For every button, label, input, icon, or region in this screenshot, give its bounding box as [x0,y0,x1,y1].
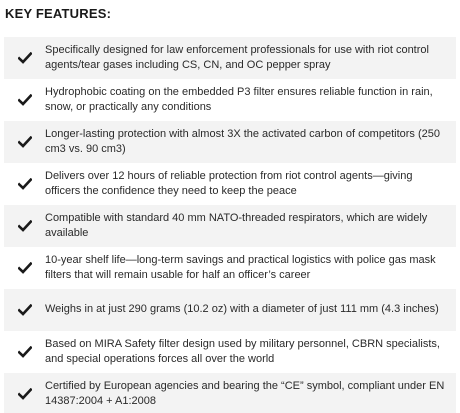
feature-text: Delivers over 12 hours of reliable protection from riot control agents—giving officers the confidence they need to keep the peace [45,169,413,197]
check-icon [15,260,35,276]
feature-item [4,121,456,163]
feature-text: Compatible with standard 40 mm NATO-threaded respirators, which are widely available [45,211,428,239]
check-icon [15,218,35,234]
feature-item [4,247,456,289]
check-icon [15,386,35,402]
feature-item [4,205,456,247]
feature-text: 10-year shelf life—long-term savings and practical logistics with police gas mask filters that will remain usable for half an officer’s career [45,253,436,281]
feature-item [4,373,456,413]
check-icon [15,302,35,318]
feature-text: Longer-lasting protection with almost 3X the activated carbon of competitors (250 cm3 vs. 90 cm3) [45,127,440,155]
check-icon [15,344,35,360]
feature-item [4,163,456,205]
check-icon [15,50,35,66]
feature-item [4,37,456,79]
feature-text: Based on MIRA Safety filter design used by military personnel, CBRN specialists, and special operations forces all over the world [45,337,440,365]
feature-list [4,37,456,413]
feature-item [4,289,456,331]
feature-text: Specifically designed for law enforcement professionals for use with riot control agents/tear gases including CS, CN, and OC pepper spray [45,43,429,71]
feature-item [4,79,456,121]
check-icon [15,134,35,150]
feature-item [4,331,456,373]
feature-text: Hydrophobic coating on the embedded P3 filter ensures reliable function in rain, snow, or practically any conditions [45,85,433,113]
feature-text: Certified by European agencies and bearing the “CE” symbol, compliant under EN 14387:2004 + A1:2008 [45,379,445,407]
section-heading: KEY FEATURES: [5,6,112,21]
check-icon [15,92,35,108]
feature-text: Weighs in at just 290 grams (10.2 oz) with a diameter of just 111 mm (4.3 inches) [45,303,439,316]
check-icon [15,176,35,192]
